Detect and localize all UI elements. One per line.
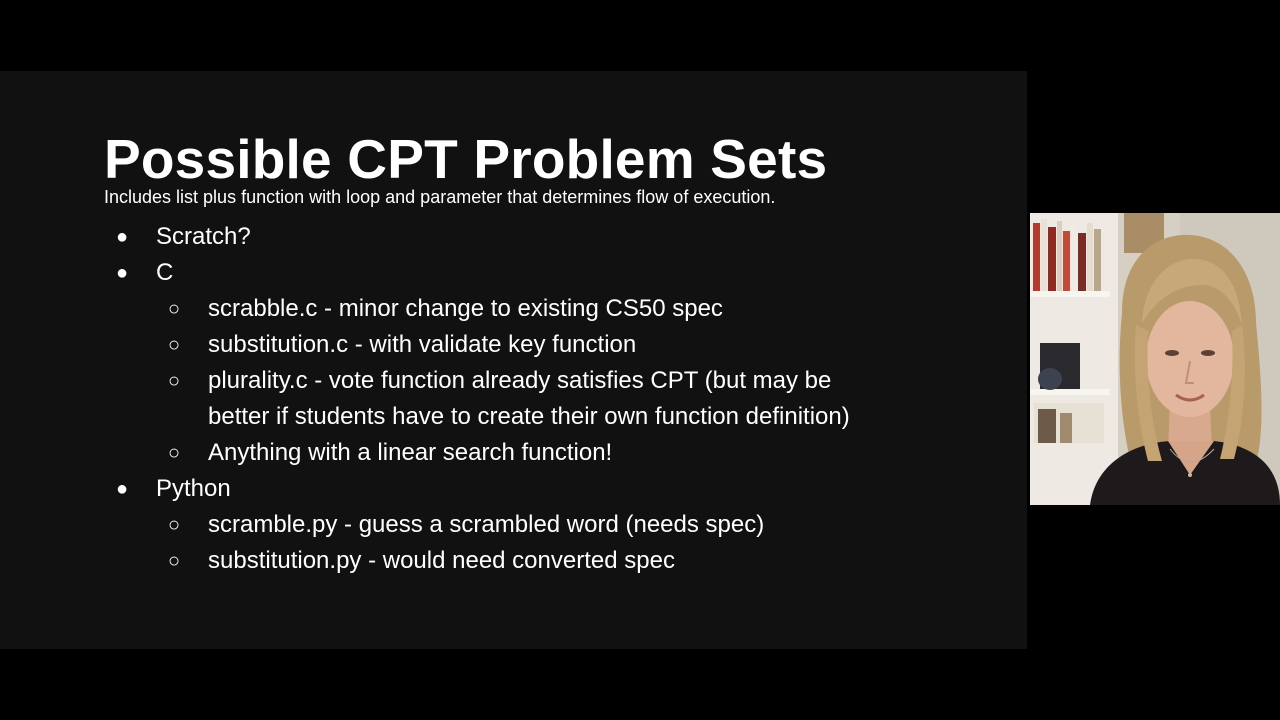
sub-bullet-continuation bbox=[208, 399, 850, 435]
bullet-dot-icon: ● bbox=[115, 478, 129, 500]
sub-bullet-item bbox=[167, 291, 723, 327]
bullet-text: Anything with a linear search function! bbox=[208, 439, 613, 466]
sub-bullet-item bbox=[167, 327, 637, 363]
sub-bullet-item bbox=[167, 507, 765, 543]
bullet-circle-icon: ○ bbox=[167, 550, 181, 572]
bullet-text: substitution.py - would need converted spec bbox=[208, 547, 675, 574]
bullet-circle-icon: ○ bbox=[167, 334, 181, 356]
bullet-circle-icon: ○ bbox=[167, 298, 181, 320]
bullet-text: Scratch? bbox=[156, 223, 251, 250]
bullet-text: better if students have to create their own function definition) bbox=[208, 403, 850, 430]
slide-subtitle: Includes list plus function with loop and parameter that determines flow of execution. bbox=[104, 187, 776, 207]
bullet-text: substitution.c - with validate key function bbox=[208, 331, 637, 358]
bullet-circle-icon: ○ bbox=[167, 514, 181, 536]
bullet-circle-icon: ○ bbox=[167, 370, 181, 392]
bullet-text: C bbox=[156, 259, 174, 286]
bullet-dot-icon: ● bbox=[115, 226, 129, 248]
sub-bullet-item bbox=[167, 363, 832, 399]
presenter-video-frame bbox=[1030, 213, 1280, 505]
slide-title: Possible CPT Problem Sets bbox=[104, 128, 828, 190]
bullet-circle-icon: ○ bbox=[167, 442, 181, 464]
bullet-text: scrabble.c - minor change to existing CS50 spec bbox=[208, 295, 723, 322]
bullet-dot-icon: ● bbox=[115, 262, 129, 284]
bullet-item bbox=[115, 255, 174, 291]
bullet-text: scramble.py - guess a scrambled word (needs spec) bbox=[208, 511, 765, 538]
bullet-item bbox=[115, 471, 231, 507]
bullet-text: plurality.c - vote function already satisfies CPT (but may be bbox=[208, 367, 832, 394]
sub-bullet-item bbox=[167, 543, 675, 579]
bullet-text: Python bbox=[156, 475, 231, 502]
presentation-slide bbox=[0, 71, 1027, 649]
webcam-video bbox=[1030, 213, 1280, 505]
bullet-item bbox=[115, 219, 251, 255]
sub-bullet-item bbox=[167, 435, 613, 471]
